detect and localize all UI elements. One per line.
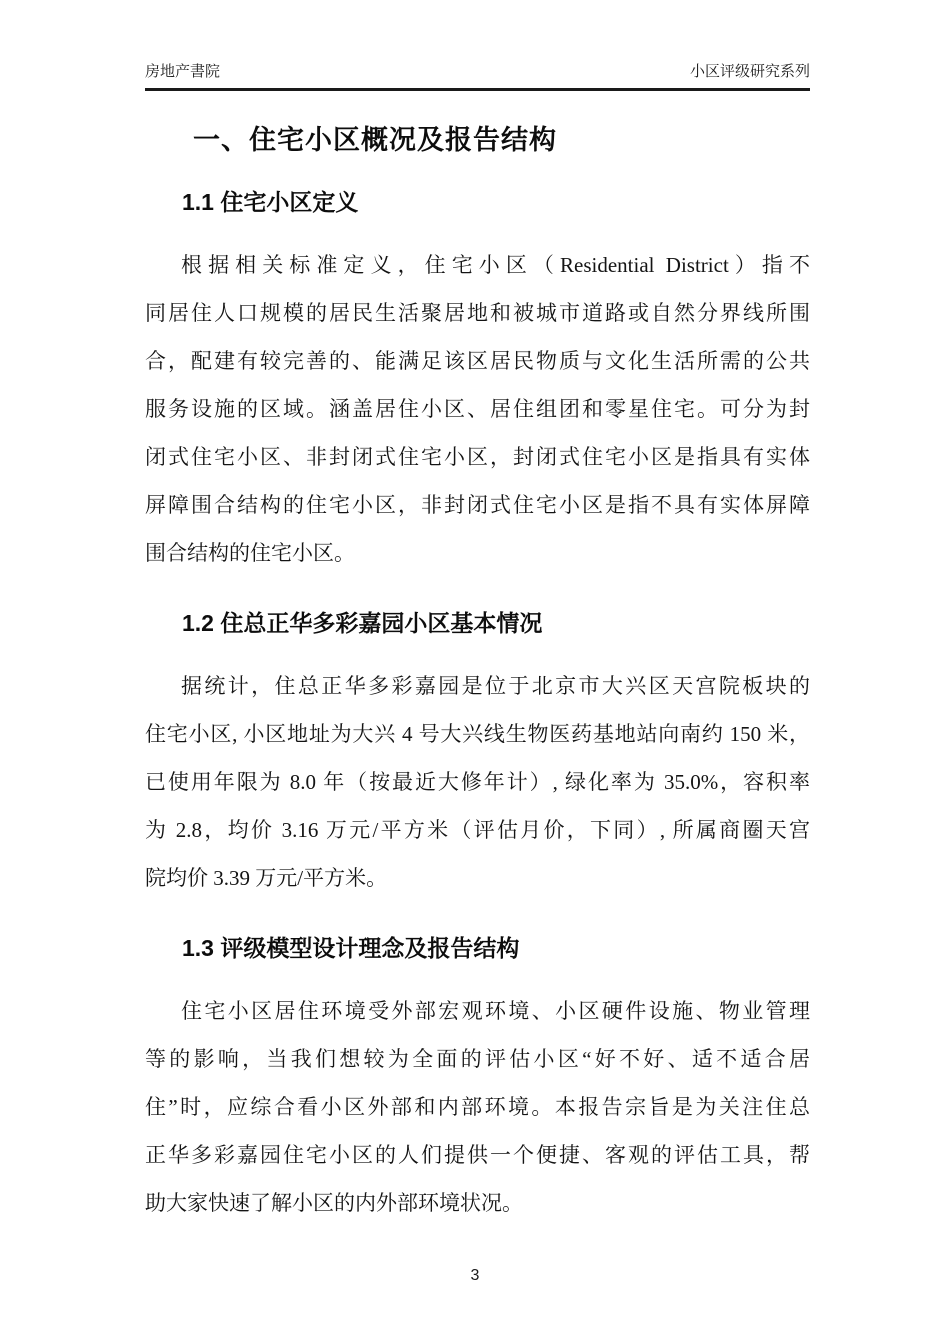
paragraph-line: 住”时，应综合看小区外部和内部环境。本报告宗旨是为关注住总 xyxy=(145,1095,810,1119)
paragraph-line: 住宅小区居住环境受外部宏观环境、小区硬件设施、物业管理 xyxy=(181,999,810,1023)
paragraph-line: 围合结构的住宅小区。 xyxy=(145,541,355,565)
paragraph-line: 等的影响，当我们想较为全面的评估小区“好不好、适不适合居 xyxy=(145,1047,810,1071)
header-right-text: 小区评级研究系列 xyxy=(689,63,810,80)
paragraph-line: 已使用年限为 8.0 年（按最近大修年计）, 绿化率为 35.0%，容积率 xyxy=(145,770,810,794)
section-paragraph xyxy=(145,987,810,1227)
document-section xyxy=(145,187,810,577)
paragraph-line: 住宅小区, 小区地址为大兴 4 号大兴线生物医药基地站向南约 150 米， xyxy=(145,722,810,746)
header-left-text: 房地产書院 xyxy=(145,63,221,80)
chapter-title: 一、住宅小区概况及报告结构 xyxy=(193,125,557,155)
section-title: 1.3 评级模型设计理念及报告结构 xyxy=(182,935,520,961)
document-section xyxy=(145,608,810,902)
paragraph-line: 根据相关标准定义，住宅小区（Residential District）指不 xyxy=(181,253,810,277)
section-paragraph xyxy=(145,241,810,577)
section-title: 1.2 住总正华多彩嘉园小区基本情况 xyxy=(182,610,543,636)
paragraph-line: 同居住人口规模的居民生活聚居地和被城市道路或自然分界线所围 xyxy=(145,301,810,325)
document-section xyxy=(145,933,810,1227)
paragraph-line: 服务设施的区域。涵盖居住小区、居住组团和零星住宅。可分为封 xyxy=(145,397,810,421)
paragraph-line: 屏障围合结构的住宅小区，非封闭式住宅小区是指不具有实体屏障 xyxy=(145,493,810,517)
page-header xyxy=(145,62,810,91)
paragraph-line: 为 2.8，均价 3.16 万元/平方米（评估月价，下同）, 所属商圈天宫 xyxy=(145,818,810,842)
page-footer xyxy=(0,1268,950,1284)
paragraph-line: 院均价 3.39 万元/平方米。 xyxy=(145,866,388,890)
section-title: 1.1 住宅小区定义 xyxy=(182,189,359,215)
document-body xyxy=(145,187,810,1227)
paragraph-line: 助大家快速了解小区的内外部环境状况。 xyxy=(145,1191,523,1215)
page-number: 3 xyxy=(470,1267,480,1284)
paragraph-line: 据统计，住总正华多彩嘉园是位于北京市大兴区天宫院板块的 xyxy=(181,674,810,698)
paragraph-line: 正华多彩嘉园住宅小区的人们提供一个便捷、客观的评估工具，帮 xyxy=(145,1143,810,1167)
paragraph-line: 合，配建有较完善的、能满足该区居民物质与文化生活所需的公共 xyxy=(145,349,810,373)
section-paragraph xyxy=(145,662,810,902)
paragraph-line: 闭式住宅小区、非封闭式住宅小区，封闭式住宅小区是指具有实体 xyxy=(145,445,810,469)
